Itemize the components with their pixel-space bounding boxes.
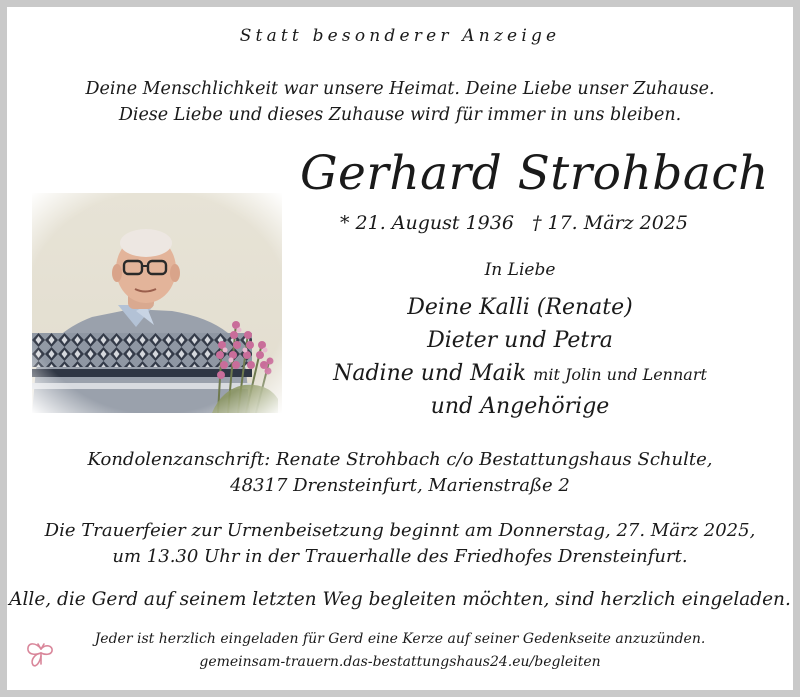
family-line-1: Deine Kalli (Renate) xyxy=(407,295,633,320)
memorial-link[interactable]: gemeinsam-trauern.das-bestattungshaus24.eu/begleiten xyxy=(199,654,601,670)
death-date: † 17. März 2025 xyxy=(531,212,689,234)
family-intro: In Liebe xyxy=(484,260,556,280)
service-line-2: um 13.30 Uhr in der Trauerhalle des Friedhofes Drensteinfurt. xyxy=(112,546,688,567)
candle-notice xyxy=(0,628,800,674)
birth-date: * 21. August 1936 xyxy=(340,212,514,234)
family-line-4: und Angehörige xyxy=(430,394,610,419)
quote-line-2: Diese Liebe und dieses Zuhause wird für immer in uns bleiben. xyxy=(118,105,682,125)
service-line-1: Die Trauerfeier zur Urnenbeisetzung beginnt am Donnerstag, 27. März 2025, xyxy=(44,520,756,541)
memorial-quote xyxy=(0,76,800,128)
portrait-illustration xyxy=(32,193,282,413)
butterfly-icon xyxy=(24,640,58,670)
deceased-name: Gerhard Strohbach xyxy=(300,146,769,201)
candle-line-1: Jeder ist herzlich eingeladen für Gerd eine Kerze auf seiner Gedenkseite anzuzünden. xyxy=(94,631,706,647)
portrait-photo xyxy=(32,193,282,413)
condolence-line-1: Kondolenzanschrift: Renate Strohbach c/o Bestattungshaus Schulte, xyxy=(87,449,713,470)
family-line-2: Dieter und Petra xyxy=(427,328,613,353)
condolence-address xyxy=(0,447,800,499)
life-dates xyxy=(340,212,688,234)
family-line-3 xyxy=(300,361,740,386)
family-line-3-main: Nadine und Maik xyxy=(333,361,527,386)
invitation-text: Alle, die Gerd auf seinem letzten Weg begleiten möchten, sind herzlich eingeladen. xyxy=(9,589,791,610)
condolence-line-2: 48317 Drensteinfurt, Marienstraße 2 xyxy=(230,475,570,496)
quote-line-1: Deine Menschlichkeit war unsere Heimat. Deine Liebe unser Zuhause. xyxy=(85,79,715,99)
funeral-service-info xyxy=(0,518,800,570)
notice-header: Statt besonderer Anzeige xyxy=(239,26,561,46)
family-line-3-children: mit Jolin und Lennart xyxy=(533,365,707,384)
